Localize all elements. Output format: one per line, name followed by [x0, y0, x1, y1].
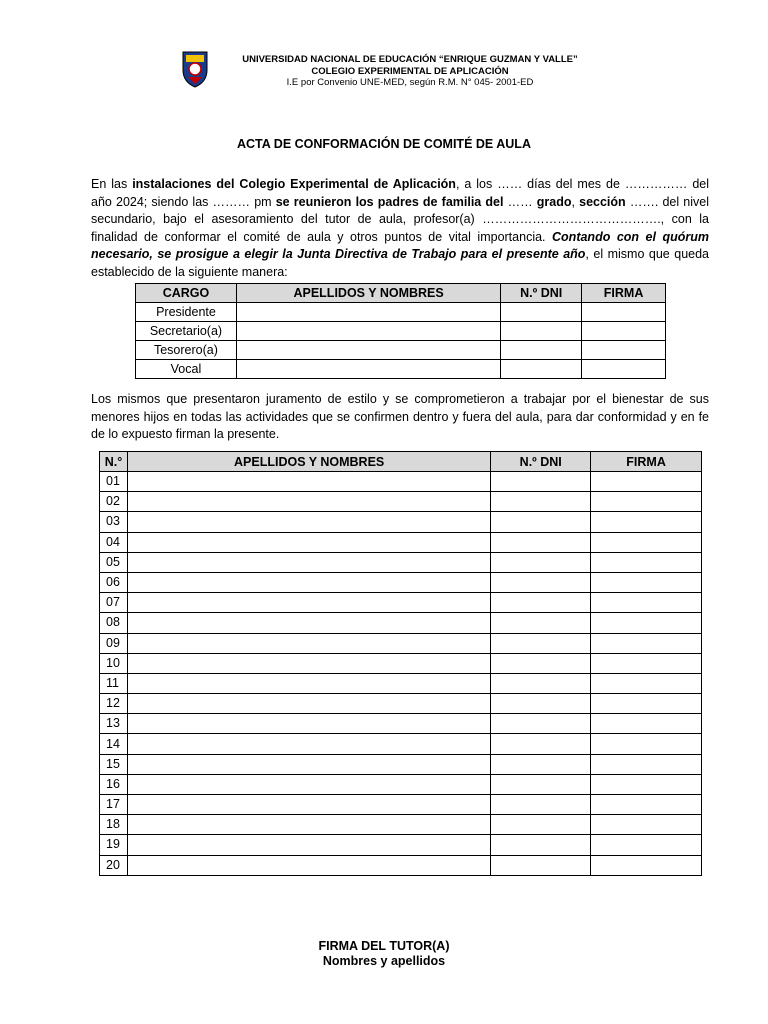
signature-cell [591, 673, 702, 693]
dni-cell [491, 532, 591, 552]
table-row [100, 835, 702, 855]
number-cell: 03 [100, 512, 128, 532]
university-crest-logo [180, 48, 210, 88]
signature-cell [591, 774, 702, 794]
header-dni: N.º DNI [491, 452, 591, 472]
signature-cell [591, 633, 702, 653]
intro-paragraph: En las instalaciones del Colegio Experimental de Aplicación, a los …… días del mes de …………… del año 2024; siendo las ……… pm se reunieron los padres de familia del …… grado, sección ……. del nivel secundario, bajo el asesoramiento del tutor de aula, profesor(a) ……………………………………., con la finalidad de conformar el comité de aula y otros puntos de vital importancia. Contando con el quórum necesario, se prosigue a elegir la Junta Directiva de Trabajo para el presente año, el mismo que queda establecido de la siguiente manera: [91, 177, 709, 279]
dni-cell [501, 341, 582, 360]
header-cargo: CARGO [136, 284, 237, 303]
table-row [100, 734, 702, 754]
table-row [136, 360, 666, 379]
dni-cell [491, 593, 591, 613]
table-row [100, 673, 702, 693]
signature-cell [591, 734, 702, 754]
name-cell [127, 532, 490, 552]
signature-cell [591, 492, 702, 512]
number-cell: 11 [100, 673, 128, 693]
table-row [100, 754, 702, 774]
number-cell: 10 [100, 653, 128, 673]
signature-cell [591, 714, 702, 734]
name-cell [127, 593, 490, 613]
table-row [100, 552, 702, 572]
signature-cell [582, 360, 666, 379]
name-cell [127, 492, 490, 512]
signature-cell [591, 572, 702, 592]
table-row [100, 774, 702, 794]
dni-cell [491, 673, 591, 693]
dni-cell [491, 734, 591, 754]
table-row [100, 532, 702, 552]
table-row [136, 341, 666, 360]
number-cell: 19 [100, 835, 128, 855]
name-cell [127, 855, 490, 875]
committee-table [135, 283, 666, 379]
dni-cell [501, 303, 582, 322]
name-cell [127, 552, 490, 572]
dni-cell [491, 492, 591, 512]
signature-cell [591, 653, 702, 673]
university-name: UNIVERSIDAD NACIONAL DE EDUCACIÓN “ENRIQUE GUZMAN Y VALLE” [242, 54, 578, 65]
dni-cell [491, 754, 591, 774]
table-row [100, 492, 702, 512]
name-cell [127, 572, 490, 592]
dni-cell [491, 552, 591, 572]
cargo-cell: Secretario(a) [136, 322, 237, 341]
signature-cell [591, 552, 702, 572]
name-cell [236, 322, 500, 341]
name-cell [127, 754, 490, 774]
name-cell [127, 694, 490, 714]
tutor-name-label: Nombres y apellidos [322, 954, 446, 968]
name-cell [127, 835, 490, 855]
parents-table [99, 451, 702, 876]
header-apellidos: APELLIDOS Y NOMBRES [127, 452, 490, 472]
dni-cell [491, 572, 591, 592]
signature-cell [591, 613, 702, 633]
number-cell: 14 [100, 734, 128, 754]
college-name: COLEGIO EXPERIMENTAL DE APLICACIÓN [311, 65, 509, 77]
number-cell: 20 [100, 855, 128, 875]
dni-cell [491, 714, 591, 734]
signature-cell [591, 795, 702, 815]
name-cell [127, 512, 490, 532]
number-cell: 17 [100, 795, 128, 815]
table-row [100, 795, 702, 815]
signature-cell [591, 855, 702, 875]
dni-cell [501, 322, 582, 341]
signature-cell [591, 694, 702, 714]
name-cell [127, 613, 490, 633]
name-cell [127, 815, 490, 835]
dni-cell [491, 835, 591, 855]
number-cell: 08 [100, 613, 128, 633]
name-cell [236, 341, 500, 360]
number-cell: 05 [100, 552, 128, 572]
number-cell: 12 [100, 694, 128, 714]
table-row [100, 714, 702, 734]
dni-cell [491, 633, 591, 653]
table-row [100, 653, 702, 673]
table-row [100, 593, 702, 613]
name-cell [127, 472, 490, 492]
table-row [100, 633, 702, 653]
signature-cell [582, 322, 666, 341]
signature-cell [591, 754, 702, 774]
number-cell: 13 [100, 714, 128, 734]
signature-cell [582, 341, 666, 360]
number-cell: 07 [100, 593, 128, 613]
name-cell [236, 303, 500, 322]
dni-cell [491, 855, 591, 875]
signature-cell [591, 532, 702, 552]
header-firma: FIRMA [591, 452, 702, 472]
dni-cell [491, 653, 591, 673]
table-row [100, 694, 702, 714]
number-cell: 09 [100, 633, 128, 653]
dni-cell [491, 472, 591, 492]
table-row [100, 855, 702, 875]
header-number: N.° [100, 452, 128, 472]
number-cell: 01 [100, 472, 128, 492]
name-cell [127, 673, 490, 693]
header-firma: FIRMA [582, 284, 666, 303]
table-row [100, 613, 702, 633]
signature-cell [591, 593, 702, 613]
signature-cell [591, 472, 702, 492]
table-row [100, 815, 702, 835]
dni-cell [491, 613, 591, 633]
name-cell [127, 795, 490, 815]
cargo-cell: Vocal [136, 360, 237, 379]
signature-cell [591, 512, 702, 532]
number-cell: 18 [100, 815, 128, 835]
signature-cell [591, 835, 702, 855]
number-cell: 06 [100, 572, 128, 592]
number-cell: 16 [100, 774, 128, 794]
dni-cell [491, 512, 591, 532]
cargo-cell: Presidente [136, 303, 237, 322]
tutor-signature-block [0, 939, 768, 969]
number-cell: 15 [100, 754, 128, 774]
dni-cell [491, 815, 591, 835]
signature-cell [591, 815, 702, 835]
cargo-cell: Tesorero(a) [136, 341, 237, 360]
name-cell [127, 714, 490, 734]
name-cell [127, 734, 490, 754]
name-cell [127, 653, 490, 673]
name-cell [127, 774, 490, 794]
header-apellidos: APELLIDOS Y NOMBRES [236, 284, 500, 303]
table-row [136, 303, 666, 322]
table-row [100, 472, 702, 492]
dni-cell [501, 360, 582, 379]
dni-cell [491, 774, 591, 794]
dni-cell [491, 795, 591, 815]
name-cell [127, 633, 490, 653]
dni-cell [491, 694, 591, 714]
table-row [100, 512, 702, 532]
number-cell: 04 [100, 532, 128, 552]
tutor-signature-label: FIRMA DEL TUTOR(A) [318, 939, 450, 953]
convenio-text: I.E por Convenio UNE-MED, según R.M. N° 045- 2001-ED [286, 77, 534, 88]
header-dni: N.º DNI [501, 284, 582, 303]
commitment-paragraph: Los mismos que presentaron juramento de estilo y se comprometieron a trabajar por el bienestar de sus menores hijos en todas las actividades que se confirmen dentro y fuera del aula, para dar conformidad y en fe de lo expuesto firman la presente. [91, 392, 709, 441]
table-row [136, 322, 666, 341]
table-row [100, 572, 702, 592]
document-title: ACTA DE CONFORMACIÓN DE COMITÉ DE AULA [237, 137, 531, 151]
number-cell: 02 [100, 492, 128, 512]
signature-cell [582, 303, 666, 322]
name-cell [236, 360, 500, 379]
